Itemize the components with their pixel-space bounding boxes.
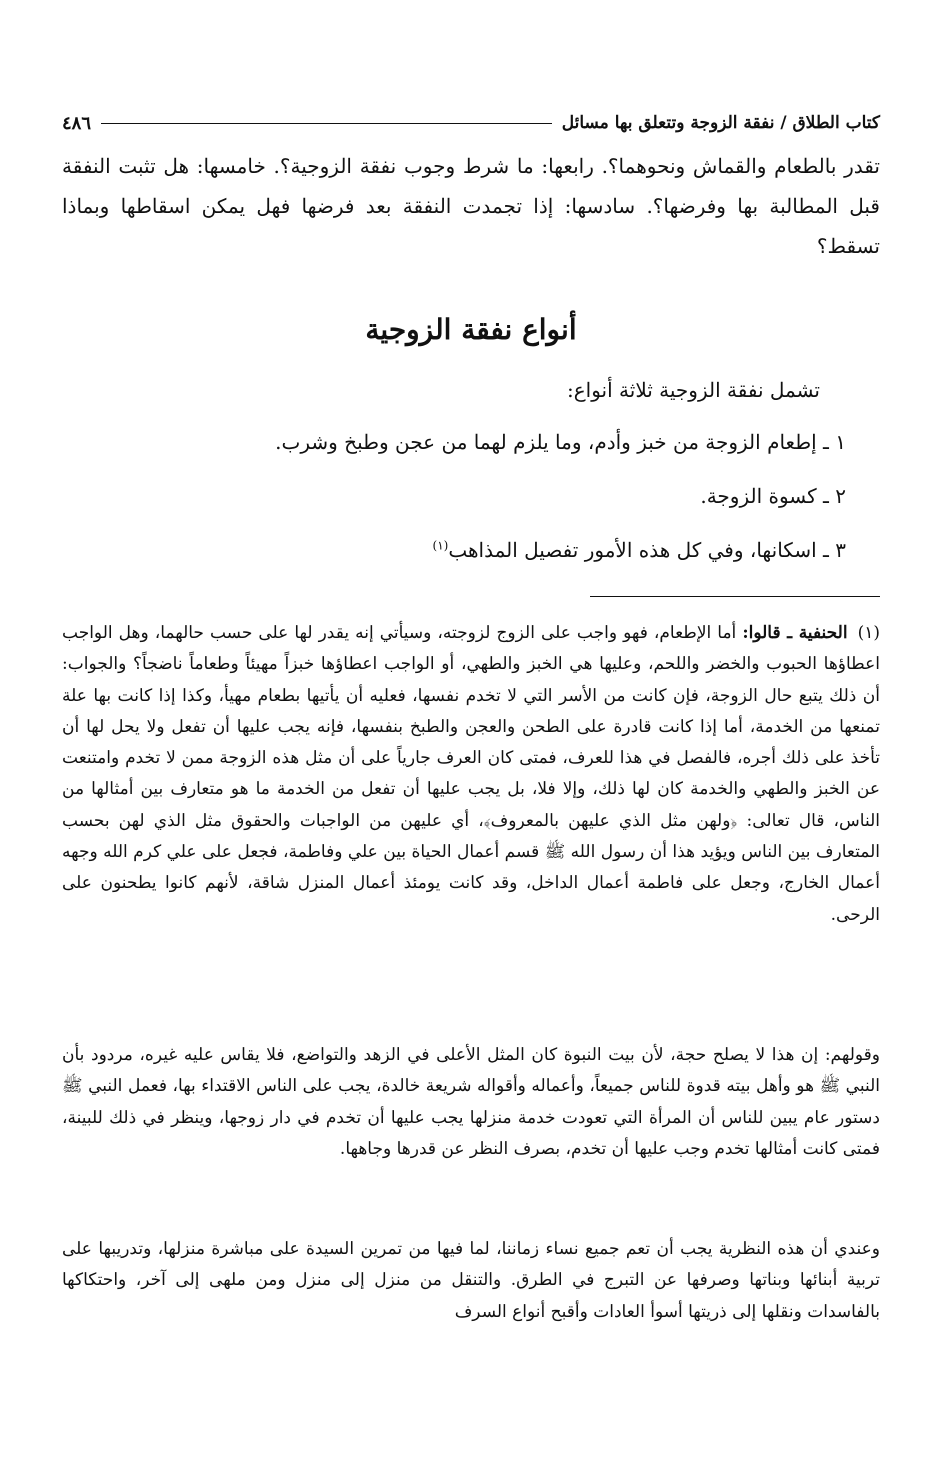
header-rule — [101, 123, 552, 124]
footnote-school-label: الحنفية ـ قالوا: — [742, 623, 848, 643]
section-lead: تشمل نفقة الزوجية ثلاثة أنواع: — [566, 378, 820, 402]
page-number: ٤٨٦ — [62, 112, 92, 134]
list-item-clothing: ٢ ـ كسوة الزوجة. — [700, 484, 846, 508]
footnote-separator — [590, 596, 880, 597]
footnote-rebuttal: وقولهم: إن هذا لا يصلح حجة، لأن بيت النبوة كان المثل الأعلى في الزهد والتواضع، فلا يقاس عليه غيره، مردود بأن النبي ﷺ هو وأهل بيته قدوة للناس جميعاً، وأعماله وأقواله شريعة خالدة، يجب على الناس الاقتداء بها، فعمل النبي ﷺ دستور عام يبين للناس أن المرأة التي تعودت خدمة منزلها يجب عليها أن تخدم في دار زوجها، وينظر في ذلك للبينة، فمتى كانت أمثالها تخدم وجب عليها أن تخدم، بصرف النظر عن قدرها وجاهها. — [62, 1045, 880, 1159]
running-header — [62, 108, 880, 138]
footnote-author-opinion: وعندي أن هذه النظرية يجب أن تعم جميع نساء زماننا، لما فيها من تمرين السيدة على مباشرة منزلها، وتدريبها على تربية أبنائها وبناتها وصرفها عن التبرج في الطرق. والتنقل من منزل إلى منزل ومن ملهى إلى آخر، واحتكاكها بالفاسدات ونقلها إلى ذريتها أسوأ العادات وأقبح أنواع السرف — [62, 1239, 880, 1322]
section-title: أنواع نفقة الزوجية — [365, 313, 577, 346]
footnote-reference: (١) — [432, 538, 449, 553]
footnote-hanafi — [62, 618, 880, 931]
footnote-marker: (١) — [857, 623, 881, 643]
intro-paragraph: تقدر بالطعام والقماش ونحوهما؟. رابعها: ما شرط وجوب نفقة الزوجية؟. خامسها: هل تثبت النفقة قبل المطالبة بها وفرضها؟. سادسها: إذا تجمدت النفقة بعد فرضها فهل يمكن اسقاطها وبماذا تسقط؟ — [62, 154, 880, 258]
footnote-body: أما الإطعام، فهو واجب على الزوج لزوجته، وسيأتي إنه يقدر لها على حسب حالهما، وهل الواجب اعطاؤها الحبوب والخضر واللحم، وعليها هي الخبز والطهي، أو الواجب اعطاؤها خبزاً مهيئاً وطعاماً ناضجاً؟ والجواب: أن ذلك يتبع حال الزوجة، فإن كانت من الأسر التي لا تخدم نفسها، فعليه أن يأتيها بطعام مهيأ، وكذا إذا كانت بها علة تمنعها من الخدمة، أما إذا كانت قادرة على الطحن والعجن والطبخ بنفسها، فإنه يجب عليها أن تفعل ولا يحل لها أن تأخذ على ذلك أجره، فالفصل في هذا للعرف، فمتى كان العرف جارياً على أن مثل هذه الزوجة ممن لا تخدم وامتنعت عن الخبز والطهي والخدمة كان لها ذلك، وإلا فلا، بل يجب عليها أن تفعل من الخدمة ما هو متعارف بين أمثالها من الناس، قال تعالى: ﴿ولهن مثل الذي عليهن بالمعروف﴾، أي عليهن من الواجبات والحقوق مثل الذي لهن بحسب المتعارف بين الناس ويؤيد هذا أن رسول الله ﷺ قسم أعمال الحياة بين علي وفاطمة، فجعل على علي كرم الله وجهه أعمال الخارج، وجعل على فاطمة أعمال الداخل، وقد كانت يومئذ أعمال المنزل شاقة، لأنهم كانوا يطحنون على الرحى. — [62, 623, 880, 925]
list-item-housing — [433, 532, 847, 568]
list-item-food: ١ ـ إطعام الزوجة من خبز وأدم، وما يلزم لهما من عجن وطبخ وشرب. — [275, 430, 846, 454]
header-title: كتاب الطلاق / نفقة الزوجة وتتعلق بها مسائل — [561, 113, 880, 133]
list-item-housing-text: ٣ ـ اسكانها، وفي كل هذه الأمور تفصيل المذاهب — [448, 538, 846, 562]
